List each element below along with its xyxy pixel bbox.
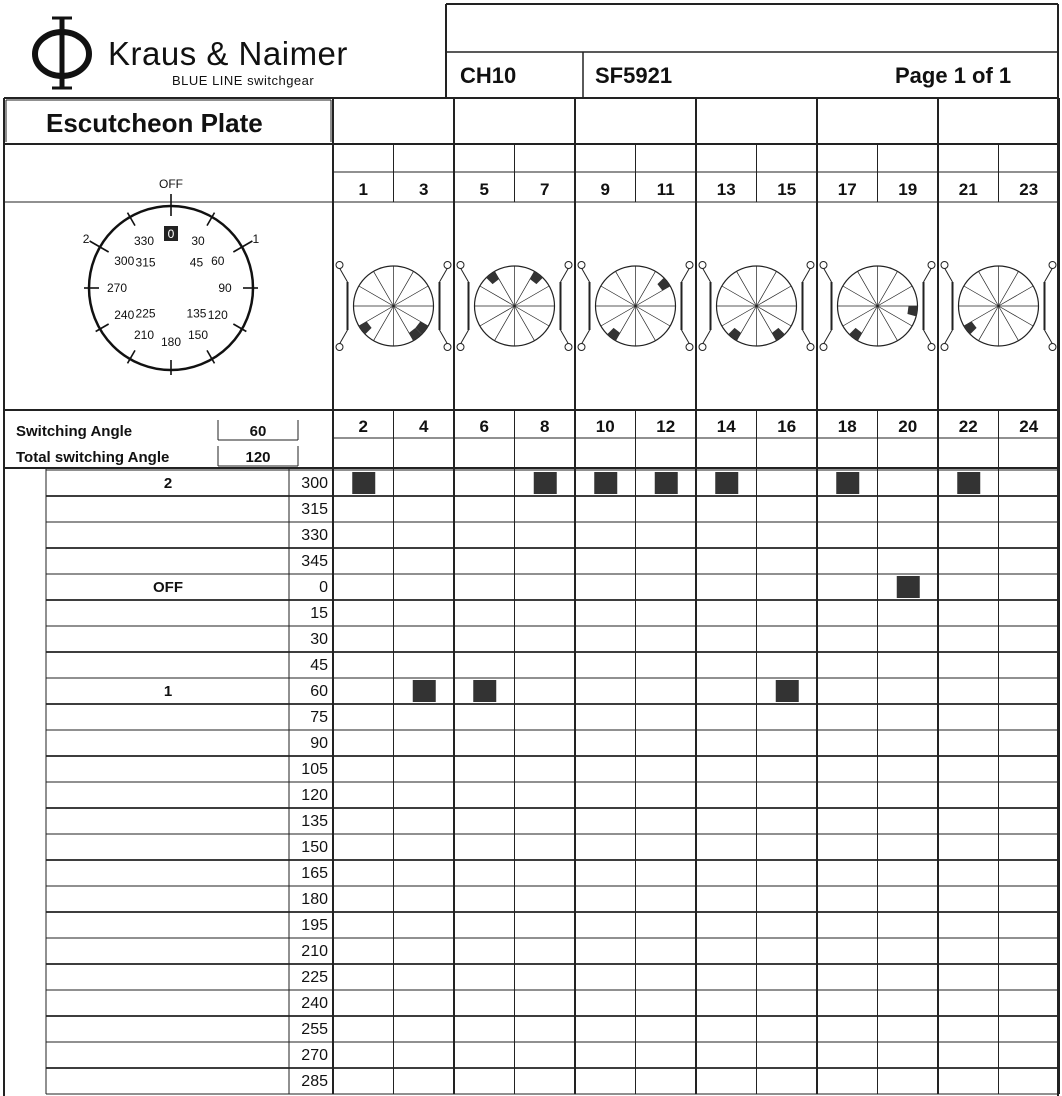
terminal-screw-icon xyxy=(820,262,827,269)
cam-lobe xyxy=(964,322,977,335)
terminal-number: 10 xyxy=(595,417,615,436)
cam-spoke xyxy=(601,286,636,306)
dial-label: 90 xyxy=(218,281,232,295)
brand-name: Kraus & Naimer xyxy=(108,35,348,72)
terminal-number: 24 xyxy=(1019,417,1039,436)
cam-spoke xyxy=(737,271,757,306)
angle-label: 255 xyxy=(301,1021,328,1038)
contact-lead xyxy=(803,330,811,344)
contact-lead xyxy=(1045,330,1053,344)
angle-label: 60 xyxy=(310,683,328,700)
terminal-number: 16 xyxy=(777,417,797,436)
dial-label: 135 xyxy=(186,306,207,321)
angle-label: 150 xyxy=(301,839,328,856)
dial-label: 0 xyxy=(167,227,175,241)
cam-lobe xyxy=(530,271,543,284)
angle-label: 285 xyxy=(301,1073,328,1090)
series-code: CH10 xyxy=(460,63,517,88)
terminal-screw-icon xyxy=(686,262,693,269)
cam-spoke xyxy=(757,306,792,326)
terminal-number: 12 xyxy=(656,417,676,436)
angle-label: 15 xyxy=(310,605,328,622)
switching-angle-label: Switching Angle xyxy=(16,423,133,440)
angle-label: 90 xyxy=(310,735,328,752)
terminal-screw-icon xyxy=(807,344,814,351)
phi-logo-icon xyxy=(26,12,98,92)
terminal-screw-icon xyxy=(941,262,948,269)
contact-lead xyxy=(682,268,690,282)
terminal-number: 19 xyxy=(898,180,918,199)
position-label: OFF xyxy=(153,579,183,596)
dial-label: 300 xyxy=(114,254,135,268)
terminal-screw-icon xyxy=(699,344,706,351)
cam-switch-symbol xyxy=(699,262,814,351)
page-indicator: Page 1 of 1 xyxy=(895,63,1012,88)
contact-lead xyxy=(461,330,469,344)
contact-closed-mark xyxy=(897,576,920,598)
cam-lobe xyxy=(849,328,862,341)
angle-label: 240 xyxy=(301,995,328,1012)
cam-lobe xyxy=(907,306,917,316)
cam-lobe xyxy=(772,328,785,341)
terminal-number: 14 xyxy=(716,417,736,436)
terminal-number: 18 xyxy=(837,417,857,436)
cam-spoke xyxy=(757,271,777,306)
terminal-number: 20 xyxy=(898,417,918,436)
cam-spoke xyxy=(999,306,1019,341)
angle-label: 315 xyxy=(301,501,328,518)
contact-closed-mark xyxy=(776,680,799,702)
cam-spoke xyxy=(999,286,1034,306)
cam-spoke xyxy=(616,271,636,306)
contact-lead xyxy=(682,330,690,344)
angle-label: 165 xyxy=(301,865,328,882)
contact-closed-mark xyxy=(957,472,980,494)
contact-closed-mark xyxy=(352,472,375,494)
cam-spoke xyxy=(394,286,429,306)
cam-lobe xyxy=(607,328,620,341)
contact-closed-mark xyxy=(715,472,738,494)
cam-spoke xyxy=(878,306,913,326)
terminal-screw-icon xyxy=(444,262,451,269)
dial-label: 180 xyxy=(160,335,182,349)
angle-label: 135 xyxy=(301,813,328,830)
terminal-screw-icon xyxy=(578,344,585,351)
total-angle-value: 120 xyxy=(245,449,271,466)
dial-label: 270 xyxy=(106,281,128,295)
terminal-number: 5 xyxy=(479,180,489,199)
cam-switch-symbol xyxy=(578,262,693,351)
cam-spoke xyxy=(722,306,757,326)
angle-label: 120 xyxy=(301,787,328,804)
cam-switch-symbol xyxy=(457,262,572,351)
cam-spoke xyxy=(964,286,999,306)
terminal-screw-icon xyxy=(457,344,464,351)
cam-spoke xyxy=(999,271,1019,306)
terminal-number: 17 xyxy=(837,180,857,199)
cam-spoke xyxy=(480,306,515,326)
terminal-screw-icon xyxy=(941,344,948,351)
cam-switch-symbol xyxy=(941,262,1056,351)
contact-lead xyxy=(703,330,711,344)
terminal-screw-icon xyxy=(336,262,343,269)
contact-lead xyxy=(440,330,448,344)
angle-label: 210 xyxy=(301,943,328,960)
terminal-screw-icon xyxy=(699,262,706,269)
contact-closed-mark xyxy=(473,680,496,702)
angle-label: 300 xyxy=(301,475,328,492)
terminal-number: 22 xyxy=(958,417,978,436)
angle-label: 45 xyxy=(310,657,328,674)
escutcheon-title: Escutcheon Plate xyxy=(46,108,263,138)
contact-closed-mark xyxy=(655,472,678,494)
cam-spoke xyxy=(636,271,656,306)
dial-label: 240 xyxy=(114,308,135,322)
cam-spoke xyxy=(495,306,515,341)
contact-closed-mark xyxy=(594,472,617,494)
angle-label: 225 xyxy=(301,969,328,986)
terminal-screw-icon xyxy=(686,344,693,351)
terminal-number: 23 xyxy=(1019,180,1039,199)
contact-closed-mark xyxy=(413,680,436,702)
cam-spoke xyxy=(636,306,671,326)
terminal-number: 11 xyxy=(656,180,675,199)
contact-lead xyxy=(582,330,590,344)
cam-spoke xyxy=(843,286,878,306)
contact-closed-mark xyxy=(534,472,557,494)
cam-spoke xyxy=(480,286,515,306)
dial-label: 45 xyxy=(189,255,204,270)
terminal-screw-icon xyxy=(820,344,827,351)
cam-spoke xyxy=(601,306,636,326)
terminal-screw-icon xyxy=(565,344,572,351)
dial-label: 2 xyxy=(82,232,90,246)
terminal-number: 13 xyxy=(716,180,736,199)
contact-lead xyxy=(703,268,711,282)
angle-label: 30 xyxy=(310,631,328,648)
contact-lead xyxy=(561,330,569,344)
cam-spoke xyxy=(858,271,878,306)
dial-label: OFF xyxy=(159,177,183,191)
contact-closed-mark xyxy=(836,472,859,494)
cam-spoke xyxy=(878,271,898,306)
dial-label: 225 xyxy=(135,306,156,321)
dial-label: 150 xyxy=(187,327,209,342)
contact-lead xyxy=(945,330,953,344)
contact-lead xyxy=(340,268,348,282)
cam-spoke xyxy=(374,306,394,341)
terminal-screw-icon xyxy=(1049,262,1056,269)
cam-spoke xyxy=(394,271,414,306)
cam-spoke xyxy=(515,306,550,326)
terminal-number: 6 xyxy=(479,417,489,436)
terminal-screw-icon xyxy=(928,344,935,351)
contact-lead xyxy=(561,268,569,282)
angle-label: 345 xyxy=(301,553,328,570)
contact-lead xyxy=(803,268,811,282)
escutcheon-dial xyxy=(56,160,286,390)
position-label: 1 xyxy=(163,683,173,700)
brand-tagline: BLUE LINE switchgear xyxy=(172,73,315,88)
cam-spoke xyxy=(878,286,913,306)
terminal-screw-icon xyxy=(336,344,343,351)
dial-label: 60 xyxy=(211,254,225,268)
cam-spoke xyxy=(843,306,878,326)
contact-lead xyxy=(945,268,953,282)
cam-spoke xyxy=(515,306,535,341)
terminal-screw-icon xyxy=(457,262,464,269)
terminal-number: 1 xyxy=(358,180,368,199)
cam-spoke xyxy=(979,306,999,341)
contact-lead xyxy=(340,330,348,344)
cam-spoke xyxy=(999,306,1034,326)
contact-lead xyxy=(440,268,448,282)
angle-label: 75 xyxy=(310,709,328,726)
cam-lobe xyxy=(728,328,741,341)
cam-lobe xyxy=(486,271,499,284)
contact-lead xyxy=(924,330,932,344)
contact-lead xyxy=(824,268,832,282)
contact-lead xyxy=(1045,268,1053,282)
product-code: SF5921 xyxy=(595,63,673,88)
angle-label: 330 xyxy=(301,527,328,544)
terminal-number: 9 xyxy=(600,180,610,199)
cam-switch-symbol xyxy=(336,262,451,351)
terminal-number: 3 xyxy=(419,180,429,199)
contact-lead xyxy=(582,268,590,282)
angle-label: 270 xyxy=(301,1047,328,1064)
dial-label: 30 xyxy=(191,234,205,249)
terminal-screw-icon xyxy=(578,262,585,269)
contact-lead xyxy=(924,268,932,282)
terminal-screw-icon xyxy=(1049,344,1056,351)
cam-spoke xyxy=(757,286,792,306)
angle-label: 105 xyxy=(301,761,328,778)
terminal-number: 7 xyxy=(540,180,550,199)
cam-switch-symbol xyxy=(820,262,935,351)
cam-lobe xyxy=(359,322,372,335)
cam-spoke xyxy=(359,286,394,306)
cam-spoke xyxy=(374,271,394,306)
cam-spoke xyxy=(636,306,656,341)
terminal-number: 2 xyxy=(358,417,368,436)
terminal-screw-icon xyxy=(928,262,935,269)
dial-label: 1 xyxy=(252,232,260,246)
dial-label: 210 xyxy=(133,327,155,342)
terminal-number: 15 xyxy=(777,180,797,199)
angle-label: 180 xyxy=(301,891,328,908)
contact-lead xyxy=(824,330,832,344)
cam-spoke xyxy=(979,271,999,306)
cam-spoke xyxy=(722,286,757,306)
contact-lead xyxy=(461,268,469,282)
position-label: 2 xyxy=(163,475,173,492)
terminal-number: 4 xyxy=(419,417,429,436)
cam-lobe xyxy=(657,278,670,291)
dial-label: 120 xyxy=(207,308,228,322)
terminal-screw-icon xyxy=(807,262,814,269)
angle-label: 0 xyxy=(319,579,328,596)
terminal-number: 8 xyxy=(540,417,550,436)
switching-angle-value: 60 xyxy=(249,423,267,440)
angle-label: 195 xyxy=(301,917,328,934)
dial-label: 330 xyxy=(133,234,155,249)
total-angle-label: Total switching Angle xyxy=(16,449,170,466)
cam-spoke xyxy=(515,286,550,306)
terminal-screw-icon xyxy=(565,262,572,269)
dial-label: 315 xyxy=(135,255,156,270)
terminal-screw-icon xyxy=(444,344,451,351)
terminal-number: 21 xyxy=(958,180,978,199)
cam-spoke xyxy=(878,306,898,341)
